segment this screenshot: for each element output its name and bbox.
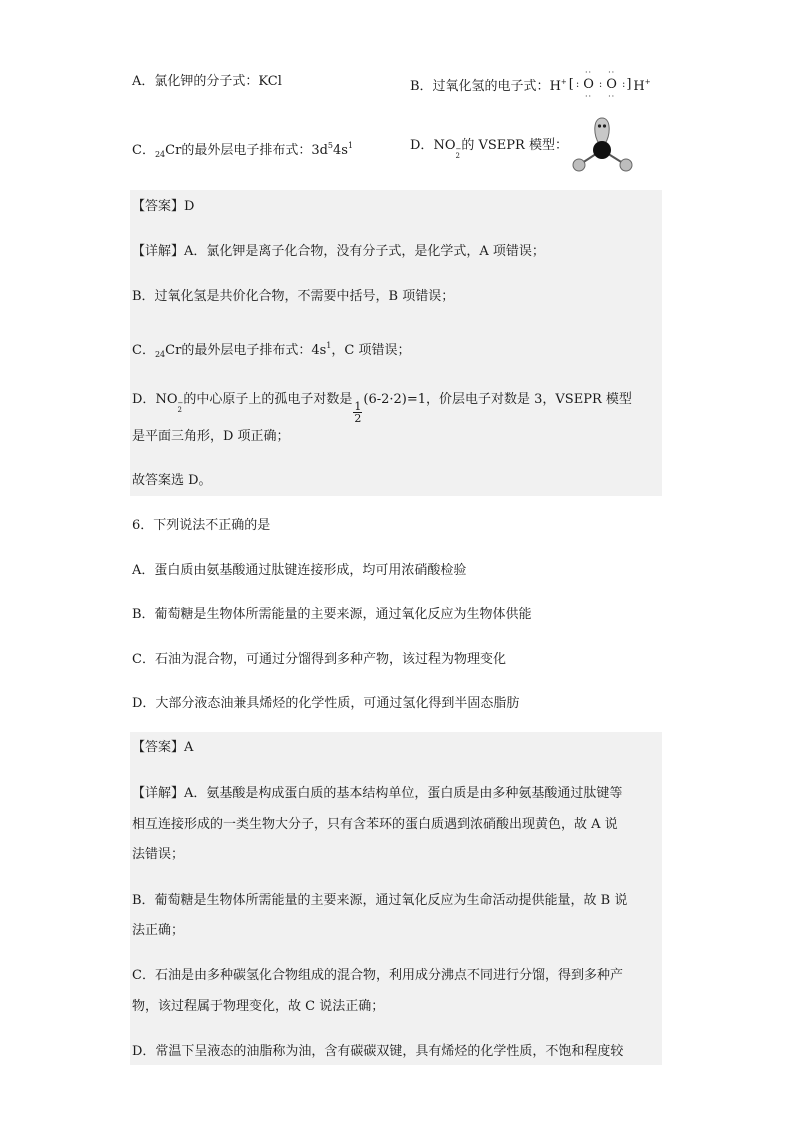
- atomic-number: 24: [154, 150, 166, 159]
- q6-option-d: D．大部分液态油兼具烯烃的化学性质，可通过氢化得到半固态脂肪: [132, 696, 520, 711]
- detail-a-line2: 相互连接形成的一类生物大分子，只有含苯环的蛋白质遇到浓硝酸出现黄色，故 A 说: [132, 817, 618, 832]
- q5-option-a: A．氯化钾的分子式：KCl: [132, 74, 282, 89]
- q5-option-b-label: B．过氧化氢的电子式：: [410, 79, 550, 94]
- q6-option-a: A．蛋白质由氨基酸通过肽键连接形成，均可用浓硝酸检验: [132, 563, 467, 578]
- detail-b-line2: 法正确；: [132, 923, 185, 938]
- detail-c-line1: C．石油是由多种碳氢化合物组成的混合物，利用成分沸点不同进行分馏，得到多种产: [132, 968, 623, 983]
- answer-label: 【答案】D: [132, 199, 195, 214]
- detail-b: B．过氧化氢是共价化合物，不需要中括号，B 项错误；: [132, 289, 455, 304]
- detail-a-line1: 【详解】A．氨基酸是构成蛋白质的基本结构单位，蛋白质是由多种氨基酸通过肽键等: [132, 786, 623, 801]
- detail-c: C．$_{24}$Cr的最外层电子排布式：$4s^1$，C 项错误；: [132, 341, 411, 359]
- question-stem: 6．下列说法不正确的是: [132, 518, 271, 533]
- q5-option-b: [410, 67, 651, 101]
- hydrogen-atom: H: [549, 79, 561, 94]
- lone-pair-dots: :: [621, 78, 625, 90]
- detail-c-line2: 物，该过程属于物理变化，故 C 说法正确；: [132, 999, 385, 1014]
- oxygen-atom: ·· O ··: [606, 67, 617, 101]
- detail-b-line1: B．葡萄糖是生物体所需能量的主要来源，通过氧化反应为生命活动提供能量，故 B 说: [132, 893, 628, 908]
- detail-a: 【详解】A．氯化钾是离子化合物，没有分子式，是化学式，A 项错误；: [132, 244, 545, 259]
- nitrite-ion: NO − 2: [433, 138, 462, 160]
- fraction: $\frac{1}{2}$: [354, 400, 362, 425]
- bracket-right: ]: [626, 76, 632, 92]
- detail-d: D．NO − 2 的中心原子上的孤电子对数是 $\frac{1}{2}$ (6-2·2)=1，价层电子对数是 3，VSEPR 模型: [132, 392, 632, 425]
- shared-pair-dots: :: [598, 78, 602, 90]
- q5-option-d: D．NO − 2 的 VSEPR 模型：: [410, 138, 568, 160]
- charge-plus: +: [560, 78, 567, 86]
- vsepr-model-icon: [566, 112, 638, 176]
- q5-option-c: C．$_{24}$Cr的最外层电子排布式：$3d^54s^1$: [132, 141, 354, 159]
- charge-plus: +: [644, 78, 651, 86]
- detail-a-line3: 法错误；: [132, 847, 185, 862]
- bracket-left: [: [568, 76, 574, 92]
- hydrogen-atom: H: [633, 79, 645, 94]
- detail-d-line1: D．常温下呈液态的油脂称为油，含有碳碳双键，具有烯烃的化学性质，不饱和程度较: [132, 1044, 624, 1059]
- q6-option-b: B．葡萄糖是生物体所需能量的主要来源，通过氧化反应为生物体供能: [132, 607, 532, 622]
- answer-label: 【答案】A: [132, 740, 194, 755]
- oxygen-atom: ·· O ··: [583, 67, 594, 101]
- final-answer: 故答案选 D。: [132, 473, 212, 488]
- h2o2-electron-formula: [549, 67, 651, 101]
- lone-pair-dots: :: [575, 78, 579, 90]
- detail-d-line2: 是平面三角形，D 项正确；: [132, 429, 290, 444]
- element-symbol: Cr: [165, 143, 182, 158]
- q6-option-c: C．石油为混合物，可通过分馏得到多种产物，该过程为物理变化: [132, 652, 506, 667]
